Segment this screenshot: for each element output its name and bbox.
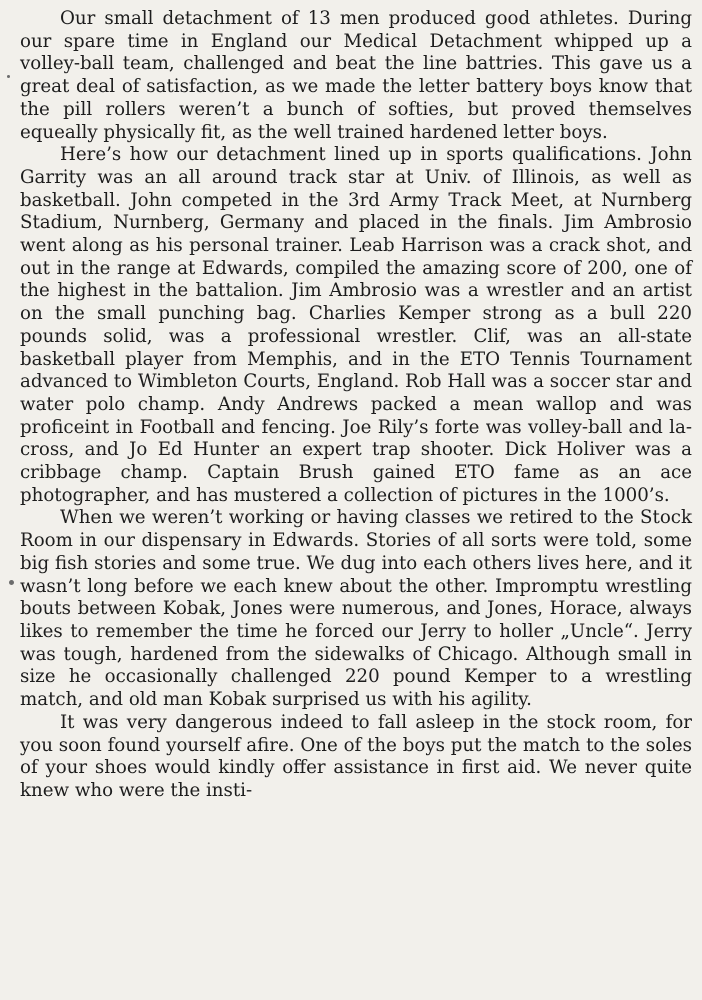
article-body [20, 8, 692, 803]
print-speck [9, 580, 14, 585]
print-speck [7, 75, 10, 78]
paragraph-athletes: Our small detachment of 13 men produced good athletes. During our spare time in England our Medical Detachment whipped up a volley-ball team, challenged and beat the line battries. This gave us a great deal of satisfaction, as we made the letter battery boys know that the pill rollers weren’t a bunch of softies, but proved themselves equeally physically fit, as the well trained hardened letter boys. [20, 8, 692, 143]
paragraph-sports-qualifications: Here’s how our detachment lined up in sports qualifications. John Garrity was an all around track star at Univ. of Illinois, as well as basketball. John competed in the 3rd Army Track Meet, at Nurnberg Stadium, Nurnberg, Germany and placed in the finals. Jim Ambrosio went along as his personal trainer. Leab Harrison was a crack shot, and out in the range at Edwards, compiled the amazing score of 200, one of the highest in the battalion. Jim Ambrosio was a wrestler and an artist on the small punching bag. Charlies Kemper strong as a bull 220 pounds solid, was a professional wrestler. Clif, was an all-state basketball player from Memphis, and in the ETO Tennis Tournament advanced to Wimbleton Courts, England. Rob Hall was a soccer star and water polo champ. Andy Andrews packed a mean wallop and was proficeint in Football and fencing. Joe Rily’s forte was volley-ball and la-cross, and Jo Ed Hunter an expert trap shooter. Dick Holiver was a cribbage champ. Captain Brush gained ETO fame as an ace photographer, and has mustered a collection of pictures in the 1000’s. [20, 144, 692, 506]
paragraph-stock-room: When we weren’t working or having classes we retired to the Stock Room in our dispensary in Edwards. Stories of all sorts were told, some big fish stories and some true. We dug into each others lives here, and it wasn’t long before we each knew about the other. Impromptu wrestling bouts between Kobak, Jones were numerous, and Jones, Horace, always likes to remember the time he forced our Jerry to holler „Uncle“. Jerry was tough, hardened from the sidewalks of Chicago. Although small in size he occasionally challenged 220 pound Kemper to a wrestling match, and old man Kobak surprised us with his agility. [20, 507, 692, 711]
paragraph-asleep-stock-room: It was very dangerous indeed to fall asleep in the stock room, for you soon found yourself afire. One of the boys put the match to the soles of your shoes would kindly offer assistance in first aid. We never quite knew who were the insti- [20, 711, 692, 801]
